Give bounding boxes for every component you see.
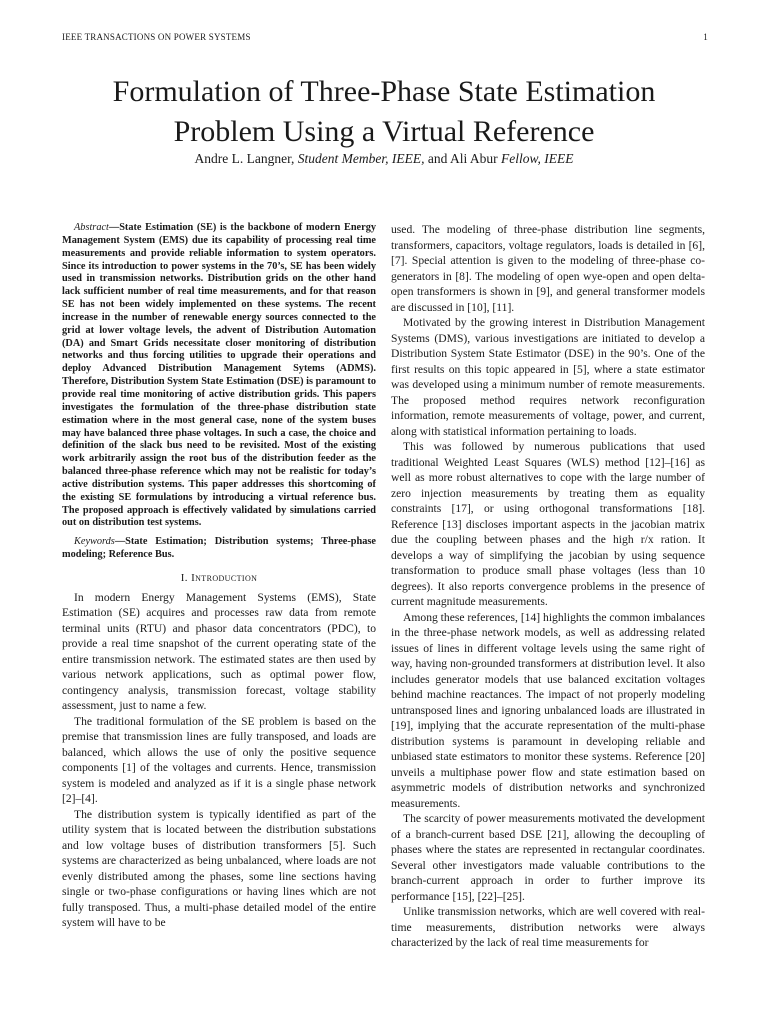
paragraph: Motivated by the growing interest in Distribution Management Systems (DMS), various investigations are initiated to develop a Distribution System State Estimator (DSE) in the 90’s. One of the first results on this topic appeared in [5], where a state estimator was developed using a minimum number of remote measurements. The proposed method requires network reconfiguration information, remote measurements of voltage, power, and current, along with statistical information pertaining to loads. — [391, 316, 705, 438]
section-heading-introduction — [62, 572, 376, 584]
journal-name: IEEE TRANSACTIONS ON POWER SYSTEMS — [62, 32, 251, 42]
paragraph: The traditional formulation of the SE problem is based on the premise that transmission lines are fully transposed, and loads are balanced, which allows the use of only the positive sequence components [1] of the voltages and currents. Hence, transmission system is modeled and analyzed as if it is a single phase network [2]–[4]. — [62, 714, 376, 806]
abstract — [62, 222, 376, 530]
author-line — [0, 151, 768, 167]
author-2-role: Fellow, IEEE — [501, 151, 574, 166]
paragraph: Unlike transmission networks, which are well covered with real-time measurements, distribution networks were always characterized by the lack of real time measurements for — [391, 905, 705, 949]
paragraph: This was followed by numerous publications that used traditional Weighted Least Squares (WLS) method [12]–[16] as well as more robust alternatives to cope with the large number of zero injection measurements by treating them as equality constraints [17], or using orthogonal transformations [18]. Reference [13] discloses important aspects in the jacobian matrix due the coupling between phases and the high r/x ration. It develops a way of simplifying the jacobian by using sequence transformation to produce small phase voltages (less than 10 degrees). It also reports convergence problems in the presence of current magnitude measurements. — [391, 440, 705, 608]
right-column — [391, 222, 705, 951]
title-line-2: Problem Using a Virtual Reference — [173, 115, 595, 148]
paragraph: The distribution system is typically identified as part of the utility system that is located between the distribution substations and low voltage buses of distribution transformers [5]. Such systems are characterized as being unbalanced, where loads are not evenly distributed among the phases, some line sections having single or two-phase configurations or having lines which are not fully transposed. Thus, a multi-phase detailed model of the entire system will have to be — [62, 807, 376, 930]
keywords-label: Keywords — [74, 536, 115, 548]
author-1-role: Student Member, IEEE, — [297, 151, 425, 166]
paper-title — [0, 72, 768, 152]
title-line-1: Formulation of Three-Phase State Estimation — [112, 75, 656, 108]
paragraph: The scarcity of power measurements motivated the development of a branch-current based DSE [21], allowing the decoupling of phases where the states are represented in rectangular coordinates. Several other investigators made valuable contributions to the branch-current approach in order to further improve its performance [15], [22]–[25]. — [391, 812, 705, 903]
paragraph: used. The modeling of three-phase distribution line segments, transformers, capacitors, voltage regulators, loads is detailed in [6], [7]. Special attention is given to the modeling of three-phase co-generators in [8]. The modeling of open wye-open and open delta-open transformers is shown in [9], and general transformer models are discussed in [10], [11]. — [391, 223, 705, 314]
section-numeral: I. — [180, 571, 188, 584]
author-2: and Ali Abur — [427, 151, 498, 166]
keywords — [62, 536, 376, 562]
left-column — [62, 222, 376, 931]
abstract-label: Abstract — [74, 222, 109, 233]
page-number: 1 — [703, 32, 708, 42]
paragraph: Among these references, [14] highlights the common imbalances in the three-phase network models, as well as addressing related issues of lines in different voltage levels using the same right of way, having non-grounded transformers at distribution level. It also includes generator models that use balanced excitation voltages behind machine reactances. The impact of not properly modeling untransposed lines and ignoring unbalanced loads are illustrated in [19], implying that the accurate representation of the multi-phase distribution systems is paramount in developing reliable and unbiased state estimators to monitor these systems. Reference [20] unveils a multiphase power flow and state estimation based on asymmetric models of distribution networks and synchronized measurements. — [391, 610, 705, 810]
author-1: Andre L. Langner, — [194, 151, 295, 166]
running-header — [62, 32, 708, 42]
abstract-text: —State Estimation (SE) is the backbone of modern Energy Management System (EMS) due its capability of processing real time measurements and provide reliable information to system operators. Since its introduction to power systems in the 70’s, SE has been widely used in transmission networks. Distribution grids on the other hand lack sufficient number of real time measurements, and for that reason SE has not been widely implemented on these systems. The recent increase in the number of renewable energy sources connected to the grid at lower voltage levels, the advent of Distribution Automation (DA) and Smart Grids necessitate closer monitoring of distribution networks and thus forcing utilities to upgrade their operations and deploy Advanced Distribution Management Sytems (ADMS). Therefore, Distribution System State Estimation (DSE) is paramount to provide real time monitoring of active distribution grids. This papers investigates the formulation of the three-phase distribution state estimation where in the most general case, none of the system buses may have balanced three phase voltages. In such a case, the choice and definition of the slack bus need to be revisited. Most of the existing work arbitrarily assign the root bus of the distribution feeder as the balanced three-phase reference which may not be realistic for today’s active distribution systems. This paper addresses this shortcoming of the existing SE formulations by introducing a virtual reference bus. The proposed approach is effectively validated by simulations carried out on distribution test systems. — [62, 222, 376, 529]
keywords-text: —State Estimation; Distribution systems; Three-phase modeling; Reference Bus. — [62, 536, 376, 561]
paragraph: In modern Energy Management Systems (EMS), State Estimation (SE) acquires and processes raw data from remote terminal units (RTU) and phasor data concentrators (PDC), to provide a real time snapshot of the current operating state of the entire transmission network. The estimated states are then used by various network applications, such as optimal power flow, contingency analysis, transmission forecast, voltage stability assessment, just to name a few. — [62, 590, 376, 713]
section-title: Introduction — [191, 571, 258, 584]
